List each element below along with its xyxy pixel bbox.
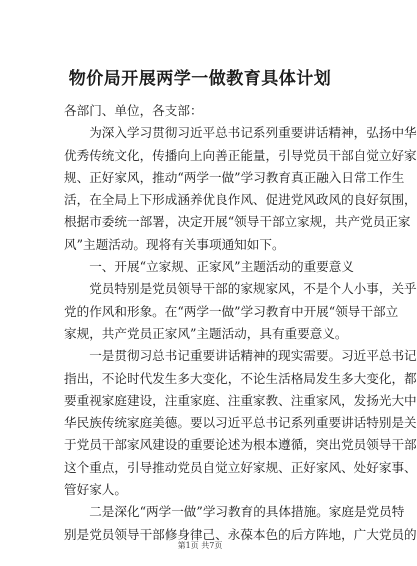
- body-line: 于党员干部家风建设的重要论述为根本遵循，突出党员领导干部: [64, 437, 417, 453]
- page-footer: 第1页 共7页: [177, 541, 223, 550]
- body-line: 风”主题活动。现将有关事项通知如下。: [64, 236, 285, 252]
- body-line: 为深入学习贯彻习近平总书记系列重要讲话精神，弘扬中华: [64, 125, 417, 141]
- salutation-line: 各部门、单位，各支部：: [64, 103, 203, 118]
- body-line: 优秀传统文化，传播向上向善正能量，引导党员干部自觉立好家: [64, 147, 417, 163]
- body-line: 二是深化“两学一做”学习教育的具体措施。家庭是党员特: [64, 504, 405, 520]
- document-body: [64, 100, 417, 546]
- body-line: 华民族传统家庭美德。要以习近平总书记系列重要讲话特别是关: [64, 415, 417, 431]
- body-line: 要重视家庭建设，注重家庭、注重家教、注重家风，发扬光大中: [64, 392, 417, 408]
- body-line: 管好家人。: [64, 482, 127, 498]
- document-title: 物价局开展两学一做教育具体计划: [68, 69, 332, 89]
- body-line: 活，在全局上下形成涵养优良作风、促进党风政风的良好氛围，: [64, 192, 417, 208]
- body-line: 党员特别是党员领导干部的家规家风，不是个人小事，关乎: [64, 281, 417, 297]
- body-line: 党的作风和形象。在“两学一做”学习教育中开展“领导干部立: [64, 303, 399, 319]
- body-line: 别是党员领导干部修身律己、永葆本色的后方阵地，广大党员的: [64, 526, 417, 542]
- body-line: 规、正好家风，推动“两学一做”学习教育真正融入日常工作生: [64, 169, 405, 185]
- body-line: 指出，不论时代发生多大变化，不论生活格局发生多大变化，都: [64, 370, 417, 386]
- body-line: 家规，共产党员正家风”主题活动，具有重要意义。: [64, 325, 348, 341]
- body-line: 根据市委统一部署，决定开展“领导干部立家规，共产党员正家: [64, 214, 411, 230]
- section-heading-line: 一、开展“立家规、正家风”主题活动的重要意义: [64, 259, 354, 275]
- body-line: 一是贯彻习总书记重要讲话精神的现实需要。习近平总书记: [64, 348, 417, 364]
- body-line: 这个重点，引导推动党员自觉立好家规、正好家风、处好家事、: [64, 459, 417, 475]
